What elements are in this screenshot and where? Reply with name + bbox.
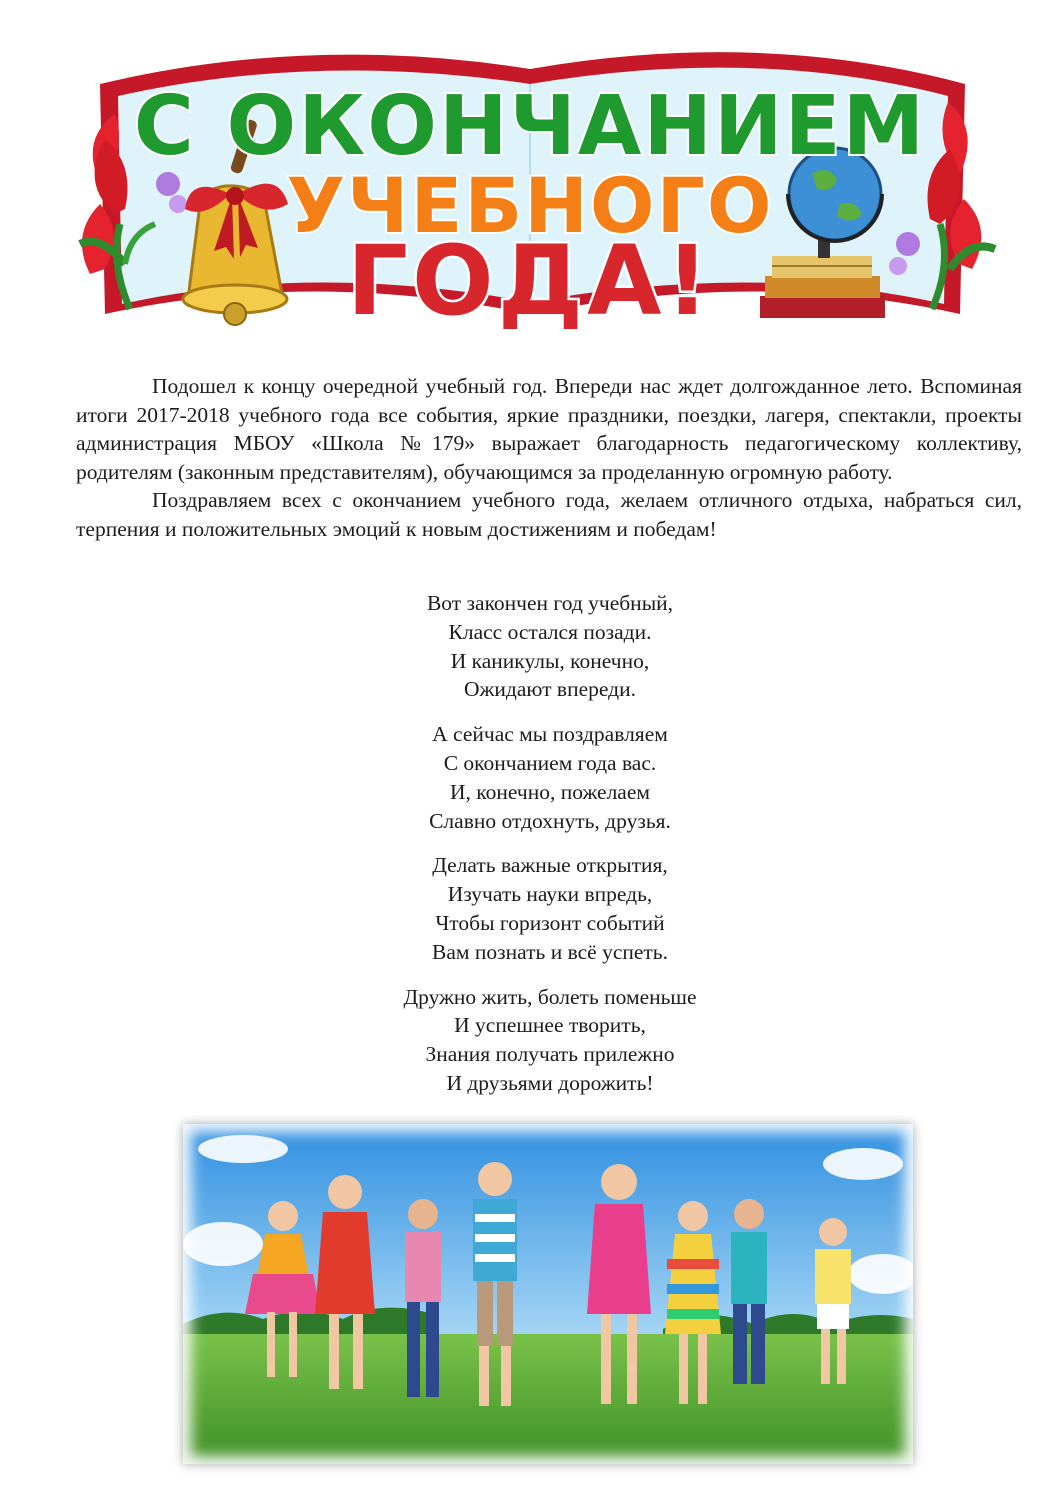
poem-line: Вот закончен год учебный,	[426, 591, 674, 615]
banner-title-line3: ГОДА!	[346, 225, 714, 337]
poem-line: Делать важные открытия,	[432, 853, 668, 878]
banner-graphic	[60, 14, 1005, 359]
banner-title-line2: УЧЕБНОГО	[286, 161, 774, 250]
poem-stanza-3	[0, 851, 1061, 966]
poem-line: Дружно жить, болеть поменьше	[403, 984, 697, 1009]
poem-stanza-1	[0, 589, 1061, 704]
paragraph-1: Подошел к концу очередной учебный год. Впереди нас ждет долгожданное лето. Вспоминая итоги 2017-2018 учебного года все события, яркие праздники, поездки, лагеря, спектакли, проекты администрация МБОУ «Школа №179» выражает благодарность педагогическому коллективу, родителям (законным представителям), обучающимся за проделанную огромную работу.	[76, 374, 1022, 484]
poem-line: Славно отдохнуть, друзья.	[429, 808, 671, 833]
banner-title-line1: С ОКОНЧАНИЕМ	[133, 79, 927, 174]
paragraph-2: Поздравляем всех с окончанием учебного года, желаем отличного отдыха, набраться сил, терпения и положительных эмоций к новым достижениям и победам!	[76, 488, 1022, 541]
poem-line: Чтобы горизонт событий	[435, 910, 665, 935]
poem-line: И, конечно, пожелаем	[450, 779, 650, 804]
poem-line: И успешнее творить,	[454, 1013, 646, 1038]
children-running-photo	[183, 1124, 913, 1464]
poem-line: А сейчас мы поздравляем	[432, 722, 668, 747]
greeting-text	[76, 372, 1022, 543]
header-banner	[60, 14, 1005, 359]
poem-stanza-2	[0, 720, 1061, 835]
photo-vignette	[183, 1124, 913, 1464]
poem	[0, 589, 1061, 1114]
poem-line: Ожидают впереди.	[464, 677, 636, 702]
poem-stanza-4	[0, 983, 1061, 1098]
poem-line: Класс остался позади.	[448, 619, 652, 644]
poem-line: Изучать науки впредь,	[447, 882, 653, 907]
poem-line: И друзьями дорожить!	[446, 1070, 654, 1095]
poem-line: И каникулы, конечно,	[450, 648, 650, 673]
poem-line: Вам познать и всё успеть.	[432, 939, 668, 964]
poem-line: С окончанием года вас.	[443, 750, 657, 775]
poem-line: Знания получать прилежно	[425, 1042, 675, 1067]
